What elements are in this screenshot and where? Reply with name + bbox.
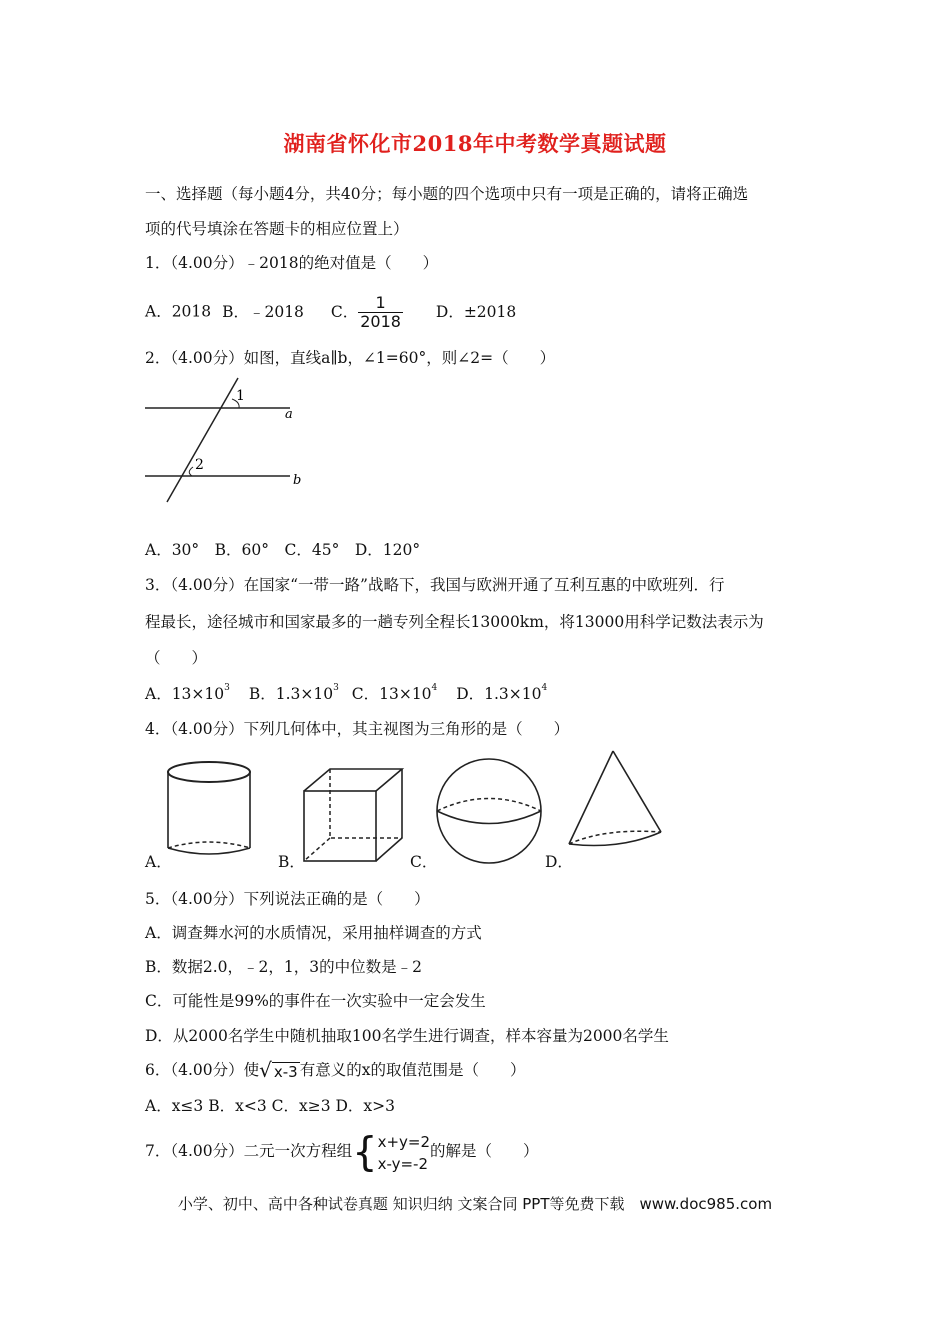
radicand: x-3 <box>273 1063 298 1081</box>
q3-option-b: B．$1.3\times 10^3$ <box>248 683 339 703</box>
angle-2-arc <box>189 467 193 476</box>
cylinder-figure <box>165 758 260 868</box>
sphere-figure <box>432 758 547 868</box>
question-6-stem <box>145 1060 525 1082</box>
question-1-options <box>145 294 516 331</box>
question-3-line-1: 3．（4.00分）在国家“一带一路”战略下，我国与欧洲开通了互利互惠的中欧班列．行 <box>145 576 725 594</box>
square-root-expression: √ x-3 <box>259 1058 298 1082</box>
q1-option-b: B．﹣2018 <box>222 302 304 321</box>
cube-figure <box>300 766 410 866</box>
angle-2-label: 2 <box>195 457 204 473</box>
question-6-options: A．x≤3 B．x<3 C．x≥3 D．x>3 <box>145 1097 396 1115</box>
question-5-stem: 5．（4.00分）下列说法正确的是（ ） <box>145 890 430 908</box>
fraction-numerator: 1 <box>358 294 403 313</box>
q1-fraction <box>358 294 403 331</box>
fraction-denominator: 2018 <box>360 312 401 331</box>
q1-option-c-label: C． <box>330 302 359 321</box>
line-b-label: b <box>293 473 302 488</box>
q1-option-d: D．±2018 <box>435 302 517 321</box>
q5-option-d: D．从2000名学生中随机抽取100名学生进行调查，样本容量为2000名学生 <box>145 1027 669 1045</box>
q1-option-c <box>330 293 408 331</box>
q5-option-b: B．数据2.0，﹣2，1，3的中位数是﹣2 <box>145 958 422 976</box>
question-4-stem: 4．（4.00分）下列几何体中，其主视图为三角形的是（ ） <box>145 720 570 738</box>
q4-option-c-label: C． <box>410 853 438 871</box>
q3-option-c: C．$13\times 10^4$ <box>351 683 438 703</box>
q5-option-c: C．可能性是99%的事件在一次实验中一定会发生 <box>145 992 486 1010</box>
question-3-line-3: （ ） <box>145 649 208 667</box>
question-2-stem: 2．（4.00分）如图，直线a∥b，∠1=60°，则∠2=（ ） <box>145 349 556 367</box>
q4-option-d-label: D． <box>545 853 573 871</box>
q6-stem-prefix: 6．（4.00分）使 <box>145 1061 260 1079</box>
section-header-line-2: 项的代号填涂在答题卡的相应位置上） <box>145 220 409 238</box>
q3-option-a: A．$13\times 10^3$ <box>145 683 230 703</box>
question-1-stem: 1．（4.00分）﹣2018的绝对值是（ ） <box>145 254 439 272</box>
q4-option-a-label: A． <box>145 853 172 871</box>
line-a-label: a <box>285 407 293 422</box>
section-header-line-1: 一、选择题（每小题4分，共40分；每小题的四个选项中只有一项是正确的，请将正确选 <box>145 185 749 203</box>
angle-1-label: 1 <box>236 388 245 404</box>
q3-option-d: D．$1.3\times 10^4$ <box>456 683 548 703</box>
question-3-options <box>145 684 547 704</box>
q7-stem-prefix: 7．（4.00分）二元一次方程组 <box>145 1142 353 1160</box>
q4-option-b-label: B． <box>278 853 305 871</box>
question-2-options: A．30° B．60° C．45° D．120° <box>145 541 421 559</box>
question-3-line-2: 程最长，途径城市和国家最多的一趟专列全程长13000km，将13000用科学记数法表示为 <box>145 613 764 631</box>
q1-option-a: A．2018 <box>145 302 212 321</box>
equation-system: { x+y=2 x-y=-2 <box>352 1129 431 1176</box>
q6-stem-suffix: 有意义的x的取值范围是（ ） <box>299 1061 526 1079</box>
question-7-stem <box>145 1126 539 1176</box>
footer-watermark: 小学、初中、高中各种试卷真题 知识归纳 文案合同 PPT等免费下载 www.doc985.com <box>177 1195 773 1213</box>
equation-1: x+y=2 <box>377 1132 431 1151</box>
q7-stem-suffix: 的解是（ ） <box>430 1142 539 1160</box>
equation-2: x-y=-2 <box>377 1154 429 1173</box>
parallel-lines-diagram <box>140 375 320 510</box>
q5-option-a: A．调查舞水河的水质情况，采用抽样调查的方式 <box>145 924 482 942</box>
cone-figure <box>565 748 665 863</box>
transversal-line <box>167 378 238 502</box>
page-title: 湖南省怀化市2018年中考数学真题试题 <box>283 131 667 156</box>
